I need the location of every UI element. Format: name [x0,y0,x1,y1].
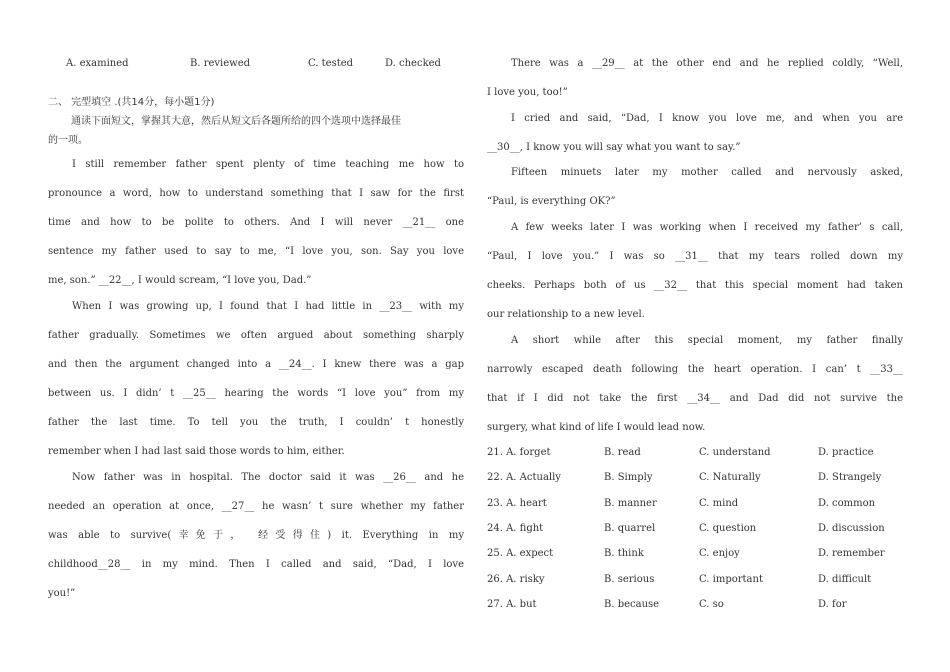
option-b: B. manner [604,498,657,509]
passage-line: needed an operation at once, __27__ he wasn’ t sure whether my father [48,501,464,512]
passage-line: I love you, too!” [487,87,568,98]
passage-line: that if I did not take the first __34__ and Dad did not survive the [487,393,903,404]
option-d: D. difficult [818,574,872,585]
passage-line: “Paul, is everything OK?” [487,196,616,207]
passage-line: Fifteen minuets later my mother called and nervously asked, [511,167,903,178]
passage-line: A few weeks later I was working when I received my father’ s call, [511,222,903,233]
passage-line: our relationship to a new level. [487,309,645,320]
option-b: B. read [604,447,641,458]
option-b: B. serious [604,574,655,585]
option-a: 25. A. expect [487,548,554,559]
passage-line: I cried and said, “Dad, I know you love me, and when you are [511,113,903,124]
passage-line: father the last time. To tell you the truth, I couldn’ t honestly [48,417,464,428]
passage-line: __30__, I know you will say what you want to say.” [487,142,741,153]
option-d: D. common [818,498,876,509]
option-c: C. question [699,523,757,534]
option-a: 23. A. heart [487,498,547,509]
passage-line: surgery, what kind of life I would lead now. [487,422,706,433]
option-d: D. Strangely [818,472,882,483]
option-c: C. so [699,599,724,610]
passage-line: you!” [48,588,76,599]
option-d: D. remember [818,548,885,559]
option-c: C. mind [699,498,739,509]
passage-line: Now father was in hospital. The doctor said it was __26__ and he [72,472,464,483]
option-b: B. Simply [604,472,653,483]
instruction-line: 的一项。 [48,135,88,146]
option-d: D. practice [818,447,874,458]
section-heading: 二、 完型填空 .(共14分，每小题1分) [48,97,215,108]
passage-line: time and how to be polite to others. And I will never __21__ one [48,217,464,228]
option-a: 22. A. Actually [487,472,561,483]
option-c: C. understand [699,447,771,458]
option-c: C. Naturally [699,472,761,483]
option-a: 24. A. fight [487,523,544,534]
option-b: B. quarrel [604,523,656,534]
option-c: C. important [699,574,763,585]
passage-line: “Paul, I love you.” I was so __31__ that my tears rolled down my [487,251,903,262]
passage-line: father gradually. Sometimes we often argued about something sharply [48,330,464,341]
option-c: C. enjoy [699,548,740,559]
option-b: B. think [604,548,644,559]
passage-line: A short while after this special moment, my father finally [511,335,903,346]
passage-line: pronounce a word, how to understand something that I saw for the first [48,188,464,199]
option-b: B. reviewed [190,58,251,69]
passage-line: When I was growing up, I found that I had little in __23__ with my [72,301,464,312]
option-d: D. for [818,599,847,610]
instruction-line: 通读下面短文，掌握其大意，然后从短文后各题所给的四个选项中选择最佳 [71,116,401,127]
passage-line: remember when I had last said those words to him, either. [48,446,345,457]
passage-line: narrowly escaped death following the heart operation. I can’ t __33__ [487,364,903,375]
option-a: A. examined [66,58,129,69]
passage-line: me, son.” __22__, I would scream, “I love you, Dad.” [48,275,312,286]
passage-line: between us. I didn’ t __25__ hearing the words “I love you” from my [48,388,464,399]
passage-line: sentence my father used to say to me, “I love you, son. Say you love [48,246,464,257]
option-b: B. because [604,599,660,610]
passage-line: childhood__28__ in my mind. Then I called and said, “Dad, I love [48,559,464,570]
option-d: D. discussion [818,523,885,534]
passage-line: and then the argument changed into a __24__. I knew there was a gap [48,359,464,370]
option-a: 26. A. risky [487,574,545,585]
option-a: 21. A. forget [487,447,551,458]
option-d: D. checked [385,58,441,69]
option-a: 27. A. but [487,599,537,610]
passage-line: There was a __29__ at the other end and he replied coldly, “Well, [511,58,903,69]
passage-line: I still remember father spent plenty of time teaching me how to [72,159,464,170]
option-c: C. tested [308,58,354,69]
passage-line: was able to survive(幸免于， 经受得住) it. Everything in my [48,530,464,541]
passage-line: cheeks. Perhaps both of us __32__ that this special moment had taken [487,280,903,291]
